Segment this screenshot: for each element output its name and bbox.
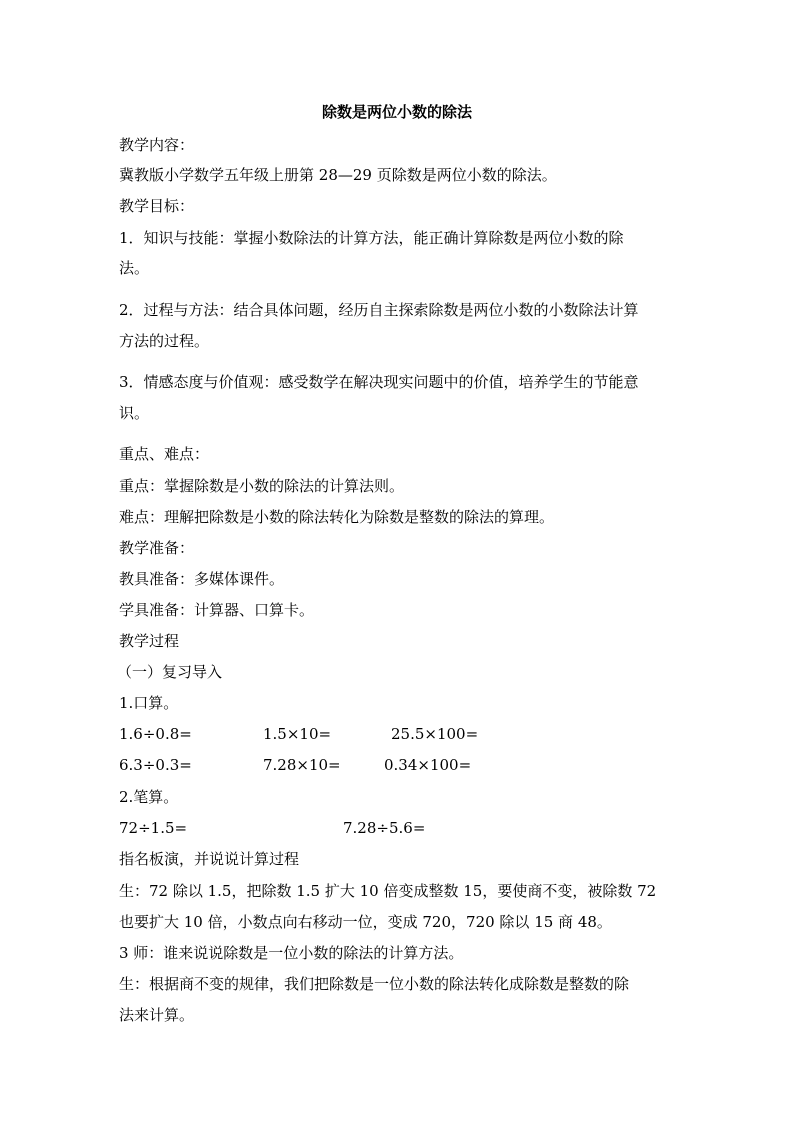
process-heading: 教学过程: [119, 632, 180, 650]
written-item-2: 7.28÷5.6=: [343, 819, 426, 837]
goal-3-line-2: 识。: [119, 404, 150, 422]
oral-row-2-item-2: 7.28×10=: [263, 756, 341, 774]
teaching-content-text: 冀教版小学数学五年级上册第 28—29 页除数是两位小数的除法。: [119, 166, 557, 184]
oral-row-2-item-1: 6.3÷0.3=: [119, 756, 192, 774]
difficult-point: 难点：理解把除数是小数的除法转化为除数是整数的除法的算理。: [119, 508, 555, 526]
oral-row-1-item-1: 1.6÷0.8=: [119, 725, 192, 743]
written-heading: 2.笔算。: [119, 788, 179, 806]
board-demo: 指名板演，并说说计算过程: [119, 850, 300, 868]
goal-1-line-2: 法。: [119, 259, 150, 277]
teaching-content-heading: 教学内容：: [119, 136, 195, 154]
oral-row-2-item-3: 0.34×100=: [384, 756, 472, 774]
teacher-question: 3 师：谁来说说除数是一位小数的除法的计算方法。: [119, 944, 464, 962]
student-answer-1-line-1: 生：72 除以 1.5，把除数 1.5 扩大 10 倍变成整数 15，要使商不变，被除数 72: [119, 882, 657, 900]
preparation-heading: 教学准备：: [119, 539, 195, 557]
teaching-goals-heading: 教学目标：: [119, 197, 195, 215]
goal-3-line-1: 3．情感态度与价值观：感受数学在解决现实问题中的价值，培养学生的节能意: [119, 373, 639, 391]
student-preparation: 学具准备：计算器、口算卡。: [119, 601, 315, 619]
key-point: 重点：掌握除数是小数的除法的计算法则。: [119, 477, 405, 495]
section-1-heading: （一）复习导入: [117, 663, 223, 681]
oral-heading: 1.口算。: [119, 694, 179, 712]
goal-2-line-2: 方法的过程。: [119, 332, 210, 350]
key-points-heading: 重点、难点：: [119, 445, 210, 463]
teacher-preparation: 教具准备：多媒体课件。: [119, 570, 285, 588]
goal-1-line-1: 1．知识与技能：掌握小数除法的计算方法，能正确计算除数是两位小数的除: [119, 229, 624, 247]
oral-row-1-item-2: 1.5×10=: [263, 725, 332, 743]
student-answer-2-line-2: 法来计算。: [119, 1006, 195, 1024]
student-answer-1-line-2: 也要扩大 10 倍，小数点向右移动一位，变成 720，720 除以 15 商 48。: [119, 913, 612, 931]
goal-2-line-1: 2．过程与方法：结合具体问题，经历自主探索除数是两位小数的小数除法计算: [119, 301, 639, 319]
oral-row-1-item-3: 25.5×100=: [391, 725, 479, 743]
written-item-1: 72÷1.5=: [119, 819, 188, 837]
document-title: 除数是两位小数的除法: [321, 103, 472, 121]
student-answer-2-line-1: 生：根据商不变的规律，我们把除数是一位小数的除法转化成除数是整数的除: [119, 975, 630, 993]
